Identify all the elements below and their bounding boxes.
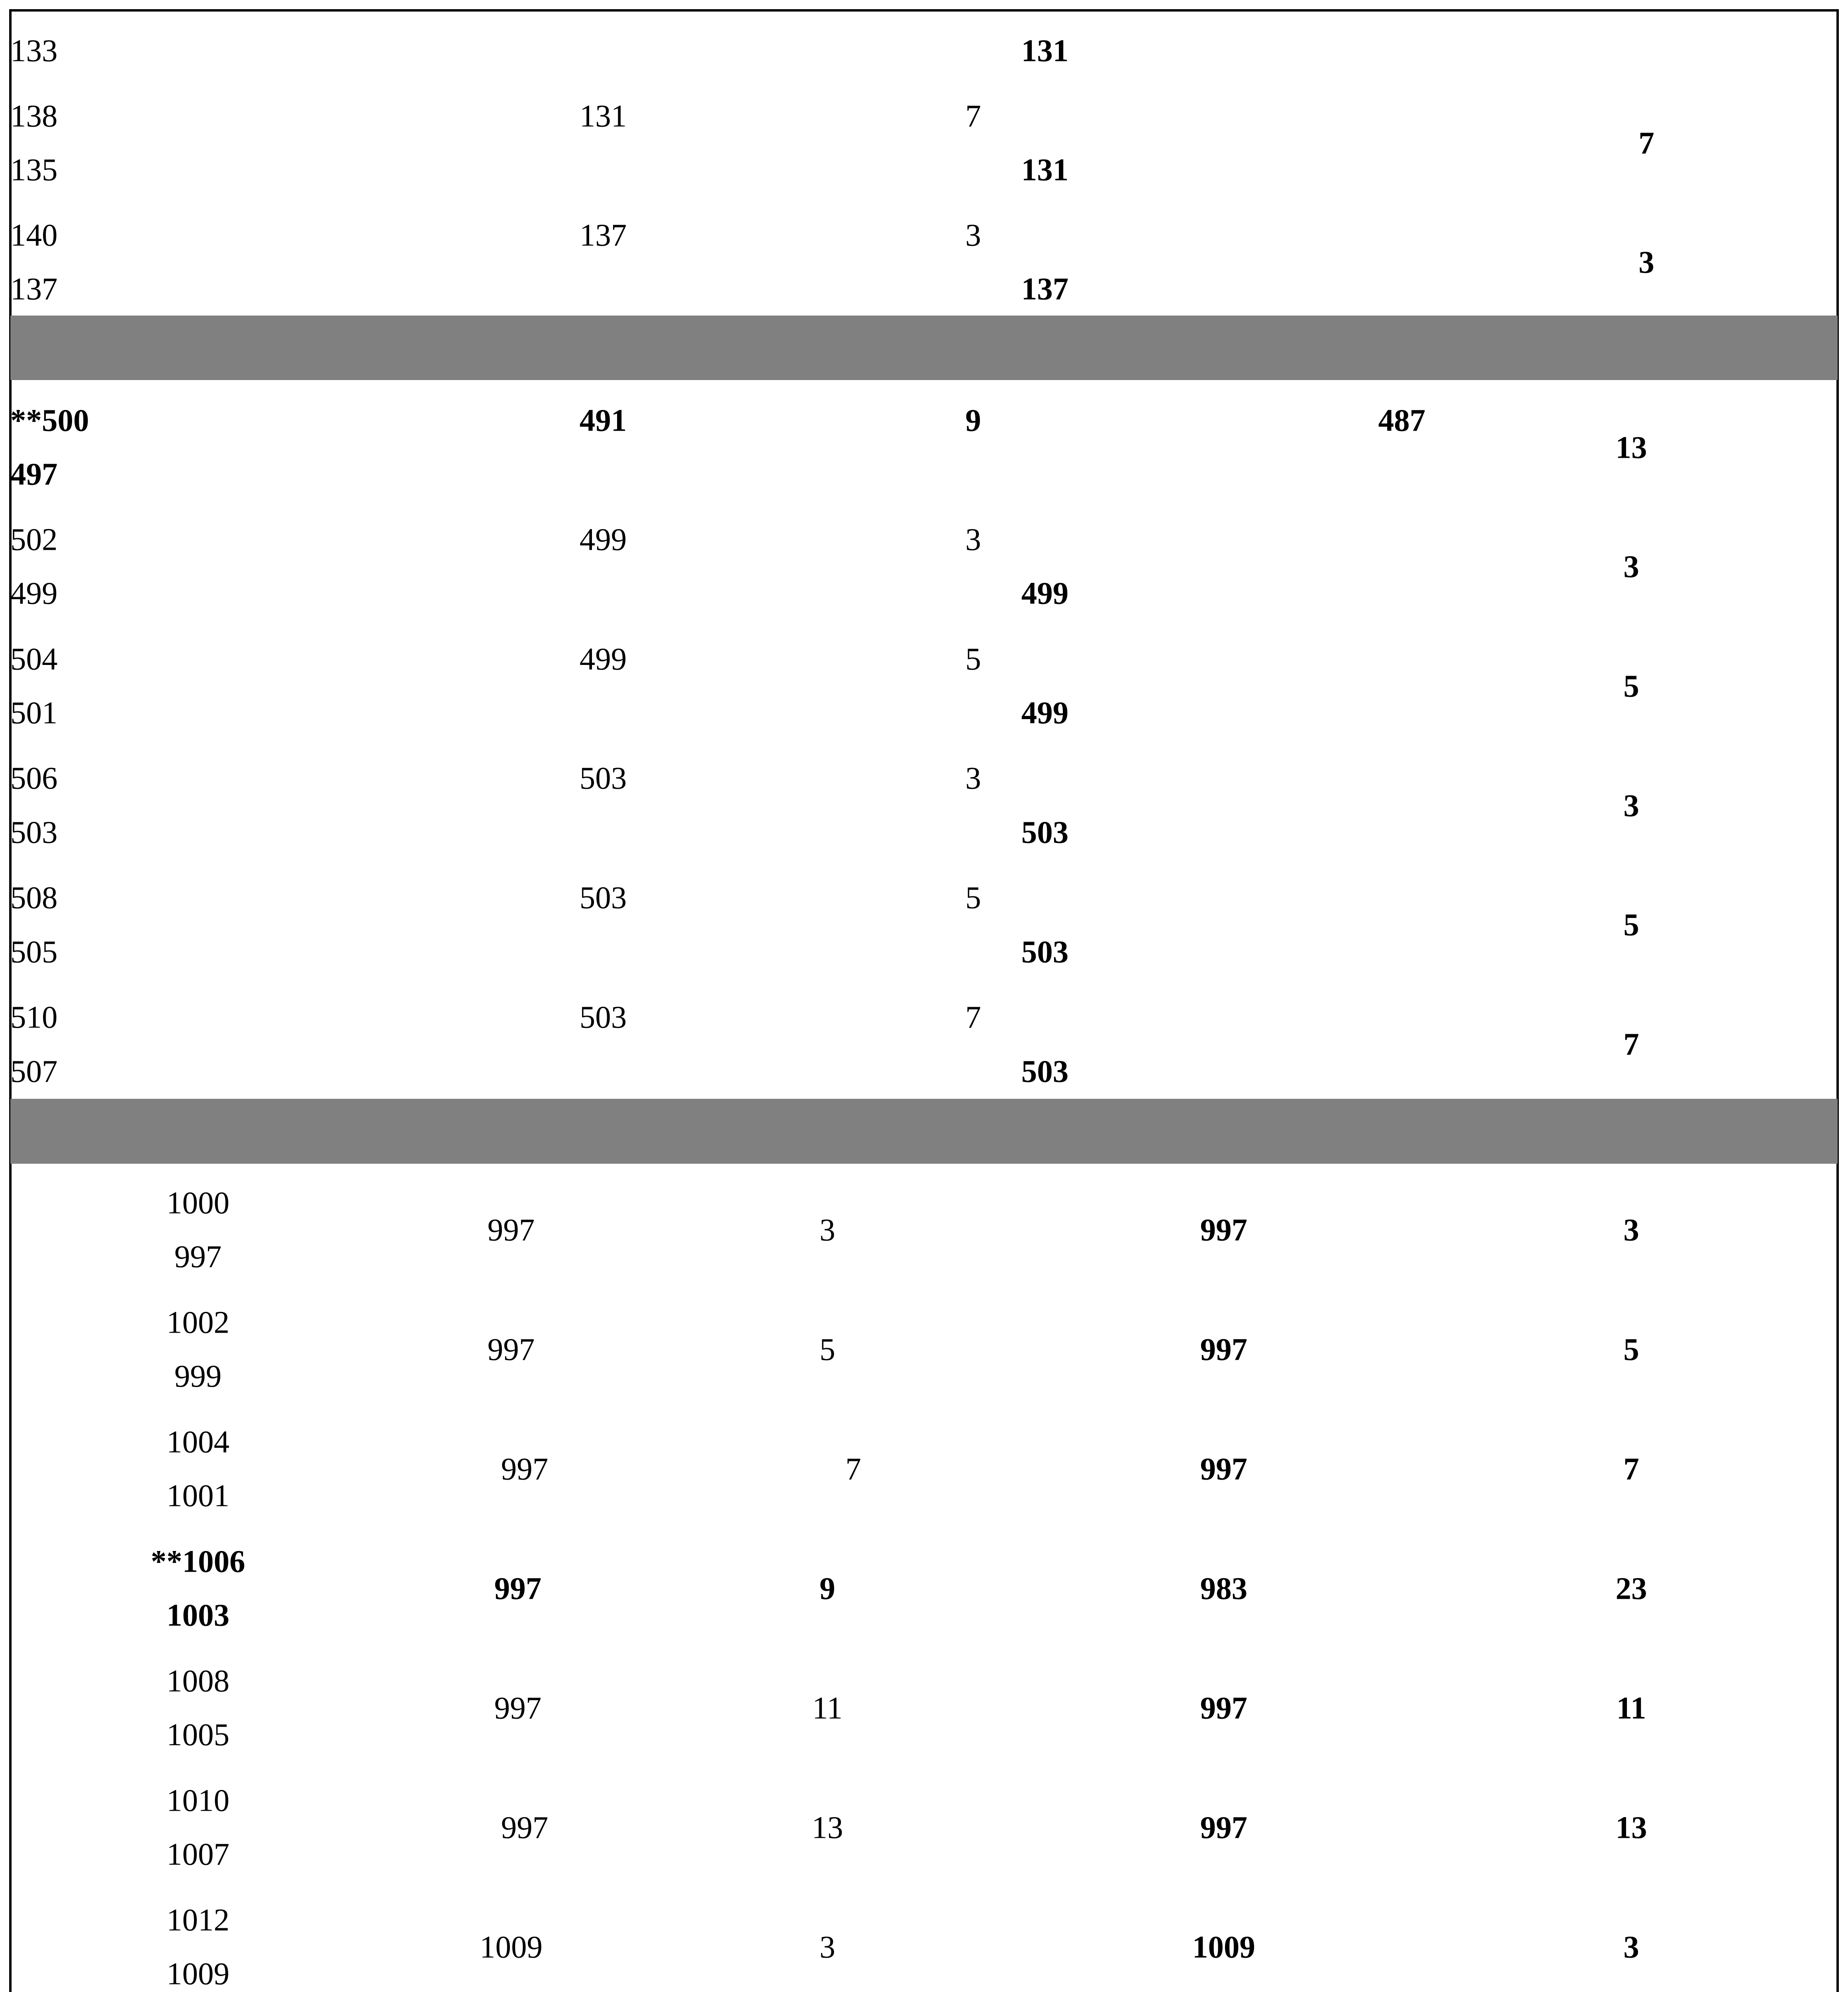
row-value-bottom: 499 — [10, 576, 58, 611]
row-value-5: 3 — [1623, 1930, 1639, 1965]
row-value-4: 137 — [1021, 272, 1069, 307]
row-value-top: 510 — [10, 1000, 58, 1035]
row-value-top: **500 — [10, 403, 89, 438]
section-divider — [10, 1099, 1838, 1164]
row-value-top: 1004 — [167, 1425, 229, 1460]
row-value-top: **1006 — [151, 1544, 245, 1579]
row-value-2: 997 — [487, 1213, 535, 1248]
row-value-top: 140 — [10, 218, 58, 253]
row-value-3: 5 — [819, 1332, 835, 1367]
row-value-4: 997 — [1200, 1332, 1248, 1367]
table-frame — [9, 9, 1839, 1992]
row-value-bottom: 1003 — [167, 1598, 229, 1633]
row-value-5: 3 — [1638, 245, 1654, 280]
row-value-4: 997 — [1200, 1213, 1248, 1248]
row-value-5: 3 — [1623, 788, 1639, 823]
row-value-2: 503 — [579, 761, 627, 796]
row-value-top: 508 — [10, 880, 58, 916]
row-value-3: 7 — [965, 1000, 981, 1035]
row-value-bottom: 501 — [10, 696, 58, 731]
row-value-2: 499 — [579, 522, 627, 557]
row-value-bottom: 505 — [10, 935, 58, 970]
section-divider — [10, 316, 1838, 380]
row-value-2: 499 — [579, 642, 627, 677]
row-value-5: 7 — [1623, 1452, 1639, 1487]
row-value-top: 133 — [10, 33, 58, 69]
row-value-5: 7 — [1623, 1027, 1639, 1062]
row-value-4: 499 — [1021, 576, 1069, 611]
row-value-3: 5 — [965, 642, 981, 677]
row-value-2: 137 — [579, 218, 627, 253]
row-value-5: 23 — [1615, 1571, 1647, 1606]
row-value-bottom: 1001 — [167, 1478, 229, 1514]
row-value-2: 491 — [579, 403, 627, 438]
row-value-3: 5 — [965, 880, 981, 916]
row-value-4: 503 — [1021, 815, 1069, 850]
row-value-3: 3 — [965, 218, 981, 253]
row-value-top: 1012 — [167, 1903, 229, 1938]
row-value-4: 503 — [1021, 1054, 1069, 1089]
row-value-2: 997 — [487, 1332, 535, 1367]
row-value-5: 5 — [1623, 908, 1639, 943]
row-value-4: 997 — [1200, 1452, 1248, 1487]
row-value-5: 3 — [1623, 549, 1639, 584]
row-value-3: 3 — [819, 1213, 835, 1248]
row-value-4: 487 — [1378, 403, 1426, 438]
row-value-3: 3 — [965, 761, 981, 796]
row-value-2: 997 — [501, 1452, 549, 1487]
row-value-bottom: 1009 — [167, 1957, 229, 1992]
row-value-top: 1010 — [167, 1783, 229, 1818]
row-value-3: 7 — [845, 1452, 861, 1487]
row-value-5: 13 — [1615, 430, 1647, 465]
row-value-top: 502 — [10, 522, 58, 557]
row-value-4: 997 — [1200, 1810, 1248, 1845]
row-value-4: 499 — [1021, 696, 1069, 731]
row-value-bottom: 135 — [10, 153, 58, 188]
row-value-4: 131 — [1021, 33, 1069, 69]
row-value-top: 1002 — [167, 1305, 229, 1340]
row-value-top: 1008 — [167, 1664, 229, 1699]
row-value-top: 504 — [10, 642, 58, 677]
row-value-top: 1000 — [167, 1186, 229, 1221]
row-value-3: 13 — [811, 1810, 843, 1845]
row-value-5: 5 — [1623, 669, 1639, 704]
row-value-bottom: 1007 — [167, 1837, 229, 1872]
row-value-bottom: 507 — [10, 1054, 58, 1089]
row-value-2: 1009 — [480, 1930, 543, 1965]
row-value-2: 997 — [501, 1810, 549, 1845]
row-value-3: 9 — [819, 1571, 835, 1606]
row-value-5: 5 — [1623, 1332, 1639, 1367]
row-value-4: 1009 — [1192, 1930, 1255, 1965]
row-value-3: 9 — [965, 403, 981, 438]
row-value-4: 503 — [1021, 935, 1069, 970]
row-value-2: 997 — [494, 1571, 542, 1606]
row-value-3: 7 — [965, 99, 981, 134]
row-value-5: 11 — [1616, 1691, 1646, 1726]
row-value-bottom: 497 — [10, 457, 58, 492]
row-value-4: 131 — [1021, 153, 1069, 188]
row-value-2: 131 — [579, 99, 627, 134]
row-value-bottom: 137 — [10, 272, 58, 307]
row-value-bottom: 999 — [174, 1359, 222, 1394]
row-value-3: 3 — [819, 1930, 835, 1965]
row-value-2: 997 — [494, 1691, 542, 1726]
row-value-bottom: 997 — [174, 1239, 222, 1274]
row-value-4: 983 — [1200, 1571, 1248, 1606]
row-value-bottom: 1005 — [167, 1718, 229, 1753]
row-value-3: 11 — [812, 1691, 843, 1726]
row-value-3: 3 — [965, 522, 981, 557]
row-value-2: 503 — [579, 1000, 627, 1035]
row-value-top: 506 — [10, 761, 58, 796]
row-value-5: 13 — [1615, 1810, 1647, 1845]
row-value-4: 997 — [1200, 1691, 1248, 1726]
row-value-top: 138 — [10, 99, 58, 134]
row-value-5: 3 — [1623, 1213, 1639, 1248]
row-value-bottom: 503 — [10, 815, 58, 850]
row-value-5: 7 — [1638, 126, 1654, 161]
row-value-2: 503 — [579, 880, 627, 916]
